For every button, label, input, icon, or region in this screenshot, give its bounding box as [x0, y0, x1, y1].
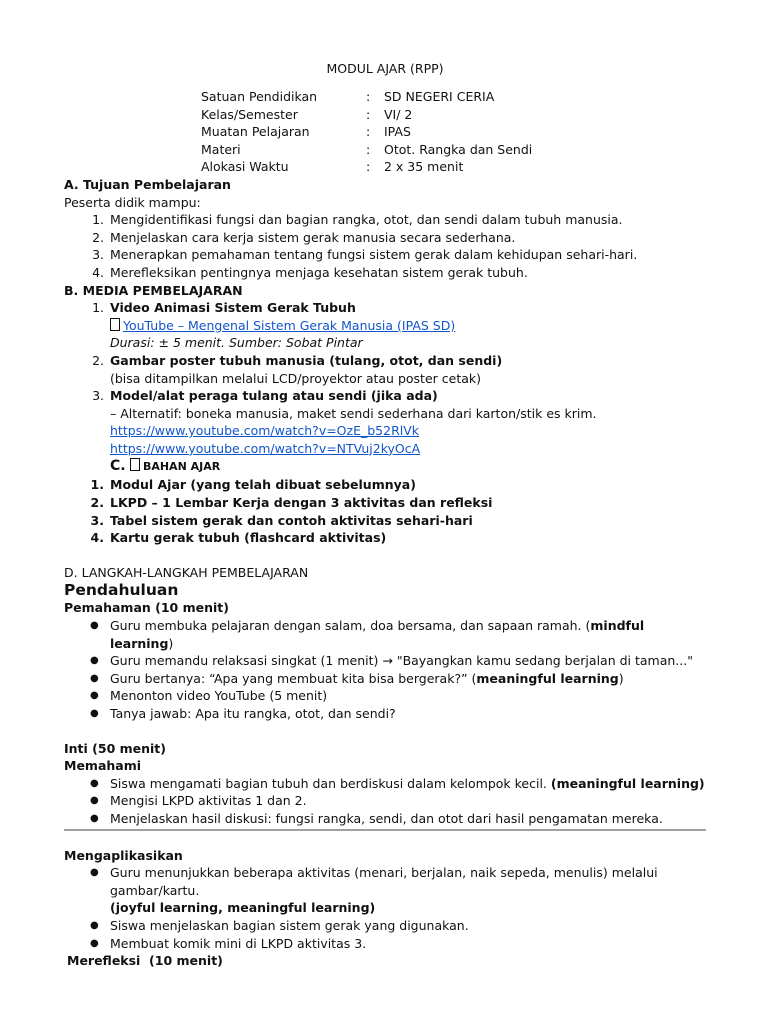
meta-colon: : — [366, 106, 371, 122]
inti-heading: Inti (50 menit) — [64, 740, 166, 756]
meta-row — [201, 158, 706, 176]
mengaplikasikan-heading: Mengaplikasikan — [64, 847, 183, 863]
list-item: 3. Tabel sistem gerak dan contoh aktivitas sehari-hari — [90, 512, 473, 528]
list-item: 4. Kartu gerak tubuh (flashcard aktivitas) — [90, 530, 387, 546]
meta-colon: : — [366, 141, 371, 157]
identity-table — [201, 88, 706, 176]
meta-colon: : — [366, 159, 371, 175]
youtube-link[interactable]: https://www.youtube.com/watch?v=OzE_b52RlVk — [110, 423, 420, 439]
list-item: ● Siswa menjelaskan bagian sistem gerak yang digunakan. — [90, 917, 469, 933]
list-item: 3. Menerapkan pemahaman tentang fungsi sistem gerak dalam kehidupan sehari-hari. — [92, 247, 638, 263]
meta-label: Muatan Pelajaran — [201, 124, 310, 140]
meta-row — [201, 106, 706, 124]
list-item: ● Menjelaskan hasil diskusi: fungsi rangka, sendi, dan otot dari hasil pengamatan mereka. — [90, 810, 663, 826]
pendahuluan-heading: Pendahuluan — [64, 581, 179, 600]
meta-label: Kelas/Semester — [201, 106, 298, 122]
list-item: ● Guru memandu relaksasi singkat (1 menit) → "Bayangkan kamu sedang berjalan di taman..." — [90, 653, 693, 669]
meta-value: Otot. Rangka dan Sendi — [384, 141, 533, 157]
meta-row — [201, 88, 706, 106]
section-c-heading: C. BAHAN AJAR — [110, 458, 221, 475]
list-item: 3. Model/alat peraga tulang atau sendi (jika ada) – Alternatif: boneka manusia, maket sendi sederhana dari karton/stik es krim. https://www.youtube.com/watch?v=OzE_b52RlVk https://www.youtube.com/watch?v=NTVuj2kyOcA — [64, 387, 706, 457]
materials-list — [64, 476, 706, 546]
youtube-link[interactable]: https://www.youtube.com/watch?v=NTVuj2kyOcA — [110, 440, 421, 456]
list-item: ● Tanya jawab: Apa itu rangka, otot, dan sendi? — [90, 706, 396, 721]
list-item: 1. Modul Ajar (yang telah dibuat sebelumnya) — [90, 477, 416, 493]
memahami-list — [64, 775, 706, 828]
video-link[interactable]: YouTube – Mengenal Sistem Gerak Manusia (IPAS SD) — [123, 317, 456, 333]
merefleksi-heading: Merefleksi (10 menit) — [67, 953, 223, 969]
pemahaman-list — [64, 617, 706, 723]
list-item: 4. Merefleksikan pentingnya menjaga kesehatan sistem gerak tubuh. — [92, 264, 528, 280]
objectives-list — [64, 211, 706, 281]
link-icon — [110, 318, 120, 331]
media-note: Durasi: ± 5 menit. Sumber: Sobat Pintar — [110, 335, 363, 351]
meta-value: 2 x 35 menit — [384, 159, 464, 175]
media-note: (bisa ditampilkan melalui LCD/proyektor atau poster cetak) — [110, 370, 481, 386]
meta-row — [201, 123, 706, 141]
pemahaman-heading: Pemahaman (10 menit) — [64, 600, 229, 616]
list-item: ● Mengisi LKPD aktivitas 1 dan 2. — [90, 793, 307, 809]
media-title: Gambar poster tubuh manusia (tulang, otot, dan sendi) — [110, 352, 503, 368]
list-item: 1. Video Animasi Sistem Gerak Tubuh YouTube – Mengenal Sistem Gerak Manusia (IPAS SD) Durasi: ± 5 menit. Sumber: Sobat Pintar — [64, 299, 706, 352]
list-item: ● Membuat komik mini di LKPD aktivitas 3. — [90, 935, 367, 951]
meta-label: Alokasi Waktu — [201, 159, 289, 175]
list-item: ● Guru menunjukkan beberapa aktivitas (menari, berjalan, naik sepeda, menulis) melalui gambar/kartu. (joyful learning, meaningful learning) — [90, 865, 658, 916]
list-item: ● Siswa mengamati bagian tubuh dan berdiskusi dalam kelompok kecil. (meaningful learning) — [90, 775, 705, 791]
meta-colon: : — [366, 89, 371, 104]
media-list — [64, 299, 706, 457]
meta-value: SD NEGERI CERIA — [384, 89, 495, 104]
media-title: Model/alat peraga tulang atau sendi (jika ada) — [110, 388, 438, 404]
memahami-heading: Memahami — [64, 758, 142, 774]
section-a-intro: Peserta didik mampu: — [64, 194, 201, 210]
document-title: MODUL AJAR (RPP) — [326, 61, 444, 76]
section-a-heading: A. Tujuan Pembelajaran — [64, 176, 231, 192]
list-item: ● Guru membuka pelajaran dengan salam, doa bersama, dan sapaan ramah. (mindful learning) — [90, 618, 645, 651]
meta-label: Materi — [201, 141, 241, 157]
document-page — [64, 60, 706, 970]
list-item: 2. LKPD – 1 Lembar Kerja dengan 3 aktivitas dan refleksi — [90, 495, 493, 511]
horizontal-divider — [64, 829, 706, 831]
list-item: 2. Gambar poster tubuh manusia (tulang, otot, dan sendi) (bisa ditampilkan melalui LCD/proyektor atau poster cetak) — [64, 352, 706, 387]
meta-row — [201, 141, 706, 159]
media-note: – Alternatif: boneka manusia, maket sendi sederhana dari karton/stik es krim. — [110, 405, 597, 421]
section-b-heading: B. MEDIA PEMBELAJARAN — [64, 282, 243, 298]
media-title: Video Animasi Sistem Gerak Tubuh — [110, 300, 356, 316]
meta-colon: : — [366, 124, 371, 140]
list-item: ● Guru bertanya: “Apa yang membuat kita bisa bergerak?” (meaningful learning) — [90, 670, 624, 686]
meta-label: Satuan Pendidikan — [201, 89, 318, 104]
section-d-heading: D. LANGKAH-LANGKAH PEMBELAJARAN — [64, 564, 309, 580]
list-item: ● Menonton video YouTube (5 menit) — [90, 688, 328, 704]
meta-value: VI/ 2 — [384, 106, 413, 122]
meta-value: IPAS — [384, 124, 411, 140]
mengaplikasikan-list — [64, 864, 706, 952]
list-item: 2. Menjelaskan cara kerja sistem gerak manusia secara sederhana. — [92, 229, 516, 245]
list-item: 1. Mengidentifikasi fungsi dan bagian rangka, otot, dan sendi dalam tubuh manusia. — [92, 212, 623, 228]
book-icon — [130, 458, 140, 471]
